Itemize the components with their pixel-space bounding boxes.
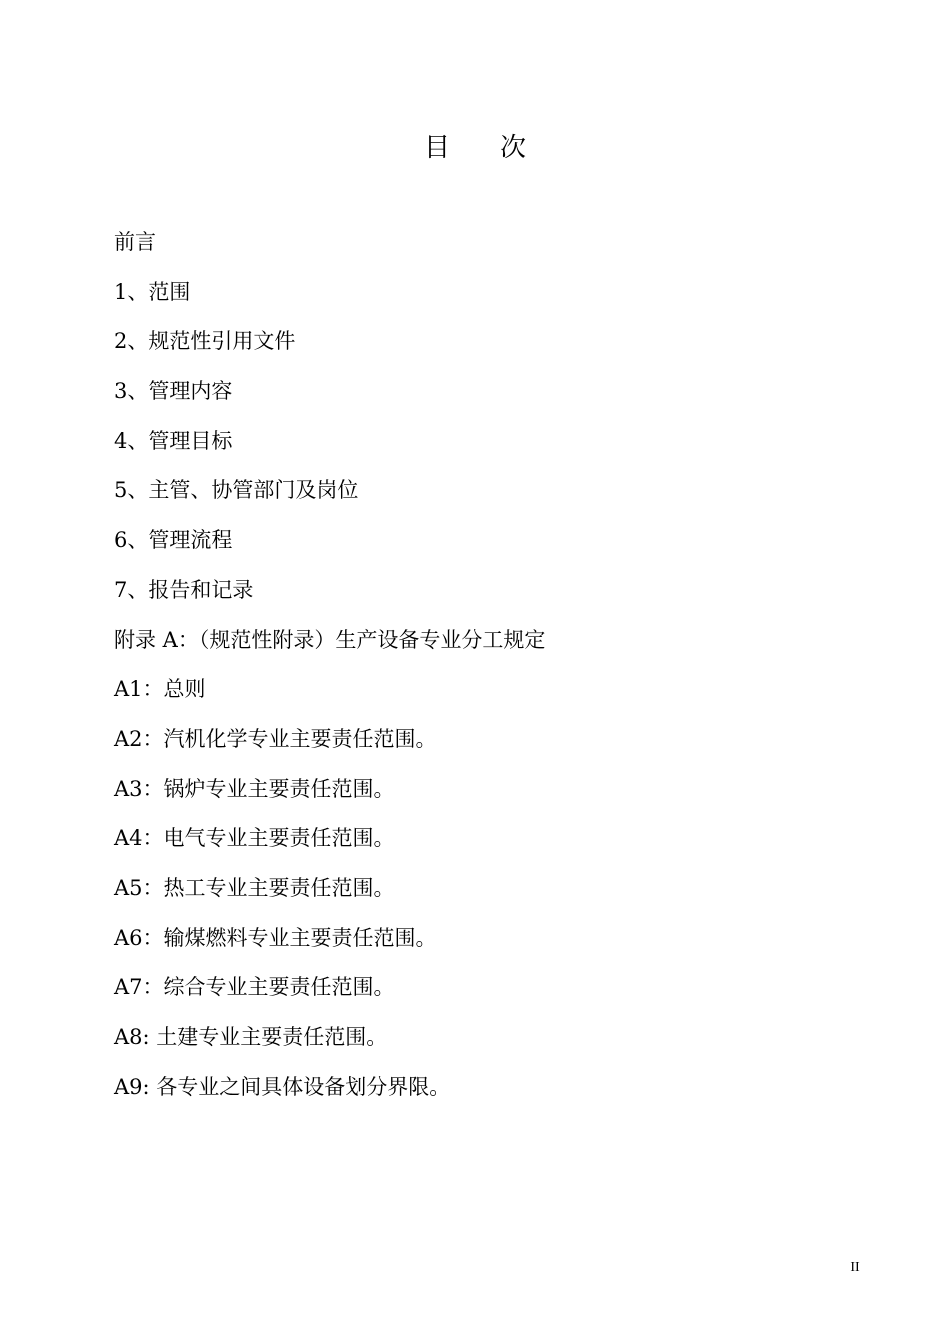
toc-entry-normative-references: 2、规范性引用文件: [114, 329, 296, 354]
table-of-contents-title: [0, 128, 950, 168]
toc-entry-management-content: 3、管理内容: [114, 379, 233, 404]
toc-entry-a7: A7：综合专业主要责任范围。: [114, 975, 395, 1000]
toc-entry-management-objectives: 4、管理目标: [114, 428, 233, 453]
title-left-character: 目: [423, 133, 450, 163]
title-right-character: 次: [500, 133, 527, 163]
page-number: II: [850, 1260, 860, 1275]
toc-entry-a9: A9: 各专业之间具体设备划分界限。: [114, 1074, 451, 1099]
toc-entry-a5: A5：热工专业主要责任范围。: [114, 875, 395, 900]
toc-entry-departments-and-positions: 5、主管、协管部门及岗位: [114, 478, 359, 503]
toc-entry-reports-and-records: 7、报告和记录: [114, 577, 254, 602]
toc-entry-a8: A8: 土建专业主要责任范围。: [114, 1025, 388, 1049]
toc-entry-a3: A3：锅炉专业主要责任范围。: [114, 776, 395, 801]
toc-entry-a2: A2：汽机化学专业主要责任范围。: [114, 726, 437, 751]
toc-entry-a4: A4：电气专业主要责任范围。: [114, 826, 395, 851]
toc-entry-preface: 前言: [114, 230, 156, 254]
table-of-contents-list: [114, 224, 874, 1118]
toc-entry-a1: A1：总则: [114, 677, 206, 702]
toc-entry-a6: A6：输煤燃料专业主要责任范围。: [114, 925, 437, 950]
toc-entry-management-process: 6、管理流程: [114, 528, 233, 553]
toc-entry-appendix-a: 附录 A：（规范性附录）生产设备专业分工规定: [114, 627, 546, 652]
toc-entry-scope: 1、范围: [114, 279, 191, 304]
